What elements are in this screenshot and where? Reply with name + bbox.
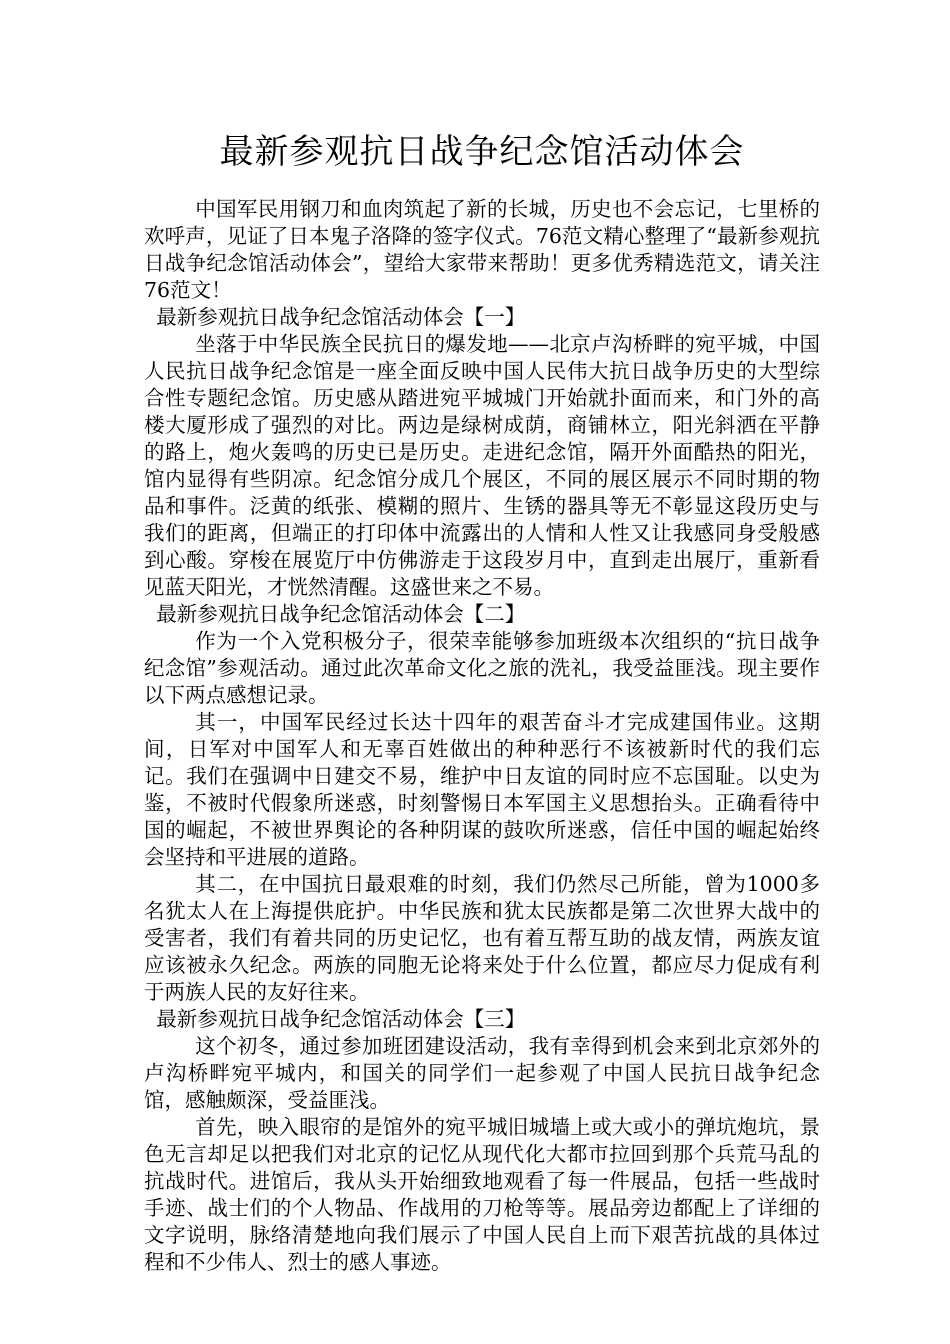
section-2-paragraph-3: 其二，在中国抗日最艰难的时刻，我们仍然尽己所能，曾为1000多名犹太人在上海提供庇护。中华民族和犹太民族都是第二次世界大战中的受害者，我们有着共同的历史记忆，也有着互帮互助的战友情，两族友谊应该被永久纪念。两族的同胞无论将来处于什么位置，都应尽力促成有利于两族人民的友好往来。 [144,872,820,1004]
section-heading-2: 最新参观抗日战争纪念馆活动体会【二】 [156,602,526,626]
section-3-paragraph-1: 这个初冬，通过参加班团建设活动，我有幸得到机会来到北京郊外的卢沟桥畔宛平城内，和国关的同学们一起参观了中国人民抗日战争纪念馆，感触颇深，受益匪浅。 [144,1034,820,1112]
section-1-paragraph-1: 坐落于中华民族全民抗日的爆发地——北京卢沟桥畔的宛平城，中国人民抗日战争纪念馆是一座全面反映中国人民伟大抗日战争历史的大型综合性专题纪念馆。历史感从踏进宛平城城门开始就扑面而来，和门外的高楼大厦形成了强烈的对比。两边是绿树成荫，商铺林立，阳光斜洒在平静的路上，炮火轰鸣的历史已是历史。走进纪念馆，隔开外面酷热的阳光，馆内显得有些阴凉。纪念馆分成几个展区，不同的展区展示不同时期的物品和事件。泛黄的纸张、模糊的照片、生锈的器具等无不彰显这段历史与我们的距离，但端正的打印体中流露出的人情和人性又让我感同身受般感到心酸。穿梭在展览厅中仿佛游走于这段岁月中，直到走出展厅，重新看见蓝天阳光，才恍然清醒。这盛世来之不易。 [144,332,820,599]
section-2-paragraph-1: 作为一个入党积极分子，很荣幸能够参加班级本次组织的“抗日战争纪念馆”参观活动。通过此次革命文化之旅的洗礼，我受益匪浅。现主要作以下两点感想记录。 [144,629,820,707]
document-title: 最新参观抗日战争纪念馆活动体会 [219,132,745,172]
document-body [144,196,820,1276]
document-page [144,0,820,1276]
section-3-paragraph-2: 首先，映入眼帘的是馆外的宛平城旧城墙上或大或小的弹坑炮坑，景色无言却足以把我们对北京的记忆从现代化大都市拉回到那个兵荒马乱的抗战时代。进馆后，我从头开始细致地观看了每一件展品，包括一些战时手迹、战士们的个人物品、作战用的刀枪等等。展品旁边都配上了详细的文字说明，脉络清楚地向我们展示了中国人民自上而下艰苦抗战的具体过程和不少伟人、烈士的感人事迹。 [144,1115,820,1274]
section-heading-3: 最新参观抗日战争纪念馆活动体会【三】 [156,1007,526,1031]
section-2-paragraph-2: 其一，中国军民经过长达十四年的艰苦奋斗才完成建国伟业。这期间，日军对中国军人和无辜百姓做出的种种恶行不该被新时代的我们忘记。我们在强调中日建交不易，维护中日友谊的同时应不忘国耻。以史为鉴，不被时代假象所迷惑，时刻警惕日本军国主义思想抬头。正确看待中国的崛起，不被世界舆论的各种阴谋的鼓吹所迷惑，信任中国的崛起始终会坚持和平进展的道路。 [144,710,820,869]
section-heading-1: 最新参观抗日战争纪念馆活动体会【一】 [156,305,526,329]
intro-paragraph: 中国军民用钢刀和血肉筑起了新的长城，历史也不会忘记，七里桥的欢呼声，见证了日本鬼子洛降的签字仪式。76范文精心整理了“最新参观抗日战争纪念馆活动体会”，望给大家带来帮助！更多优秀精选范文，请关注76范文！ [144,197,820,302]
